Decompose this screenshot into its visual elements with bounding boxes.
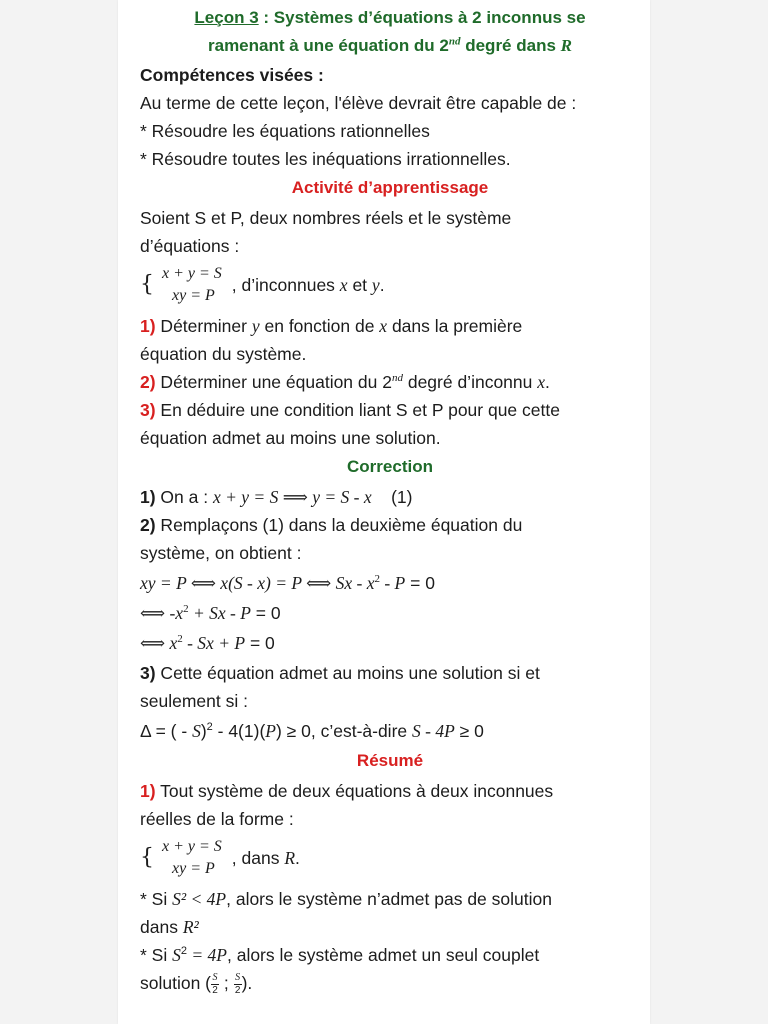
title-set-R: R [560, 36, 572, 55]
competence-item: * Résoudre les équations rationnelles [140, 121, 430, 141]
correction-2: 2) Remplaçons (1) dans la deuxième équation du [140, 515, 523, 535]
activite-intro-line2: d’équations : [140, 236, 240, 256]
correction-3: 3) Cette équation admet au moins une solution si et [140, 663, 540, 683]
system-eq1: x + y = S [162, 838, 222, 855]
resume-case-2: * Si $S^2 = 4P$, alors le système admet un seul couplet [140, 945, 540, 965]
competences-intro: Au terme de cette leçon, l'élève devrait être capable de : [140, 93, 577, 113]
competences-heading: Compétences visées : [140, 65, 324, 85]
correction-1: 1) On a : x + y = S ⟹ y = S - x (1) [140, 487, 413, 507]
question-3-line2: équation admet au moins une solution. [140, 428, 441, 448]
correction-3-line2: seulement si : [140, 691, 248, 711]
system-brace: { [140, 272, 154, 297]
system-eq1: x + y = S [162, 265, 222, 282]
resume-case-1: * Si S² < 4P, alors le système n’admet pas de solution [140, 889, 552, 909]
title-line2: ramenant à une équation du 2 [208, 36, 449, 55]
title-sup: nd [448, 35, 461, 48]
title-line1: : Systèmes d’équations à 2 inconnus se [258, 8, 586, 27]
lesson-content [140, 4, 640, 998]
question-2: 2) Déterminer une équation du 2nd degré d’inconnu x. [140, 372, 550, 392]
document-page [118, 0, 650, 1024]
derivation-line-3: ⟺ $x^2 - Sx + P = 0$ [140, 633, 275, 653]
resume-1-line2: réelles de la forme : [140, 809, 294, 829]
fraction-s-over-2: $\frac{S}{2}$ [212, 971, 218, 996]
system-description: , dans R. [231, 848, 300, 868]
activite-heading: Activité d’apprentissage [291, 178, 489, 197]
lesson-number: Leçon 3 [194, 8, 259, 27]
competence-item: * Résoudre toutes les inéquations irrationnelles. [140, 149, 511, 169]
resume-case-2-line2: solution ( $\frac{S}{2}$ ; $\frac{S}{2}$ ). [140, 971, 253, 996]
fraction-s-over-2: $\frac{S}{2}$ [234, 971, 241, 996]
resume-case-1-line2: dans R² [140, 917, 199, 937]
question-1: 1) Déterminer y en fonction de x dans la première [140, 316, 523, 336]
correction-2-line2: système, on obtient : [140, 543, 302, 563]
lesson-title [140, 4, 640, 60]
derivation-line-2: ⟺ $-x^2 + Sx - P = 0$ [140, 603, 281, 623]
correction-heading: Correction [347, 457, 433, 476]
title-line2-mid: degré dans [460, 36, 561, 55]
equation-system [140, 263, 640, 307]
system-brace: { [140, 845, 154, 870]
resume-1: 1) Tout système de deux équations à deux inconnues [140, 781, 554, 801]
system-description: , d’inconnues x et y. [231, 275, 385, 295]
system-eq2: xy = P [172, 860, 215, 877]
derivation-line-1: xy = P ⟺ x(S - x) = P ⟺ $Sx - x^2 - P = 0$ [140, 573, 435, 593]
system-eq2: xy = P [172, 287, 215, 304]
question-1-line2: équation du système. [140, 344, 307, 364]
discriminant-condition: Δ = ( - S)$^2$ - 4(1)(P) ≥ 0, c’est-à-dire S - 4P ≥ 0 [140, 721, 484, 741]
question-3: 3) En déduire une condition liant S et P pour que cette [140, 400, 560, 420]
resume-heading: Résumé [356, 751, 424, 770]
resume-equation-system [140, 836, 640, 880]
activite-intro-line1: Soient S et P, deux nombres réels et le système [140, 208, 512, 228]
